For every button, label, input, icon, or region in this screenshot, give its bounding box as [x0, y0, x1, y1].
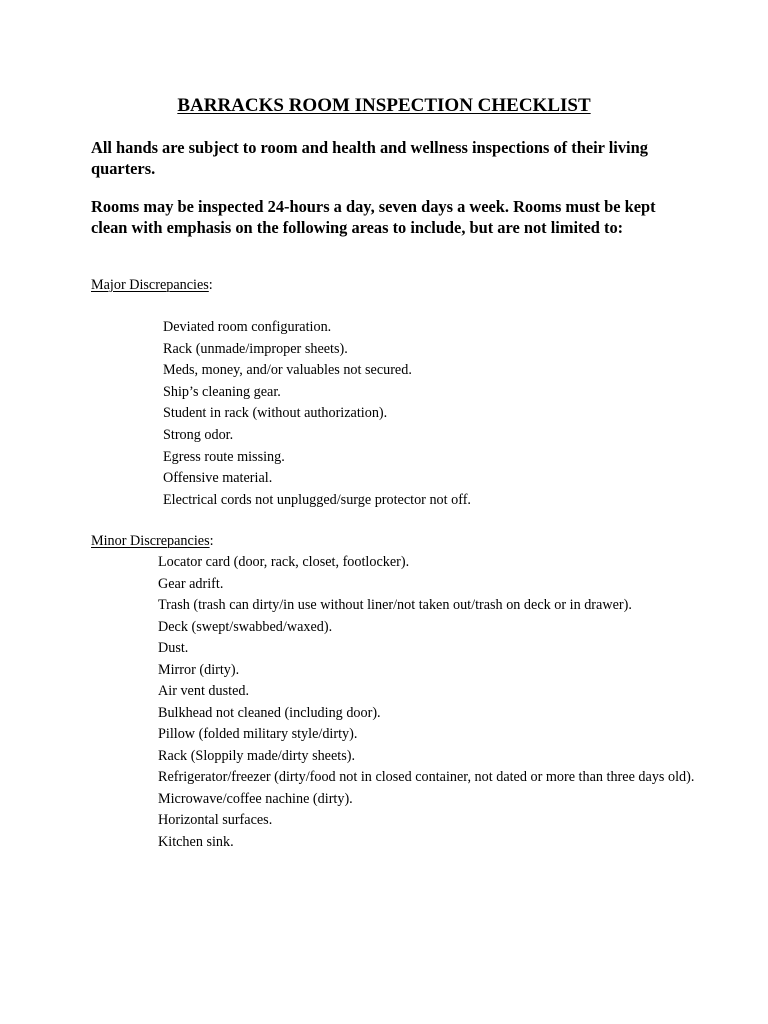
list-item: Strong odor.	[163, 426, 234, 443]
list-item: Trash (trash can dirty/in use without liner/not taken out/trash on deck or in drawer).	[158, 597, 632, 613]
minor-discrepancies-list	[158, 552, 698, 853]
intro-paragraph: All hands are subject to room and health and wellness inspections of their living quarters.	[91, 138, 648, 178]
minor-discrepancies-heading	[91, 532, 214, 550]
list-item: Offensive material.	[163, 470, 273, 487]
list-item: Refrigerator/freezer (dirty/food not in closed container, not dated or more than three days old).	[158, 769, 695, 785]
list-item: Air vent dusted.	[158, 683, 250, 699]
minor-discrepancies-heading-text: Minor Discrepancies	[91, 533, 210, 549]
list-item: Rack (unmade/improper sheets).	[163, 340, 348, 357]
list-item: Mirror (dirty).	[158, 661, 240, 678]
list-item: Pillow (folded military style/dirty).	[158, 726, 358, 742]
major-discrepancies-heading-text: Major Discrepancies	[91, 277, 209, 293]
list-item: Locator card (door, rack, closet, footlocker).	[158, 554, 410, 570]
major-discrepancies-heading-colon: :	[208, 277, 213, 293]
list-item: Ship’s cleaning gear.	[163, 383, 281, 400]
list-item: Bulkhead not cleaned (including door).	[158, 704, 381, 721]
list-item: Kitchen sink.	[158, 833, 234, 850]
list-item: Rack (Sloppily made/dirty sheets).	[158, 747, 356, 764]
list-item: Horizontal surfaces.	[158, 812, 273, 828]
major-discrepancies-list	[163, 317, 471, 511]
inspection-policy-paragraph: Rooms may be inspected 24-hours a day, seven days a week. Rooms must be kept clean with emphasis on the following areas to include, but are not limited to:	[91, 197, 656, 237]
list-item: Egress route missing.	[163, 448, 285, 465]
page-title: BARRACKS ROOM INSPECTION CHECKLIST	[177, 95, 591, 116]
list-item: Gear adrift.	[158, 575, 224, 592]
list-item: Deck (swept/swabbed/waxed).	[158, 618, 333, 635]
list-item: Deviated room configuration.	[163, 319, 332, 335]
list-item: Dust.	[158, 640, 189, 656]
list-item: Meds, money, and/or valuables not secured.	[163, 362, 412, 379]
major-discrepancies-heading	[91, 276, 213, 294]
minor-discrepancies-heading-colon: :	[209, 533, 214, 549]
list-item: Student in rack (without authorization).	[163, 405, 388, 422]
list-item: Electrical cords not unplugged/surge protector not off.	[163, 491, 471, 508]
list-item: Microwave/coffee nachine (dirty).	[158, 790, 353, 807]
